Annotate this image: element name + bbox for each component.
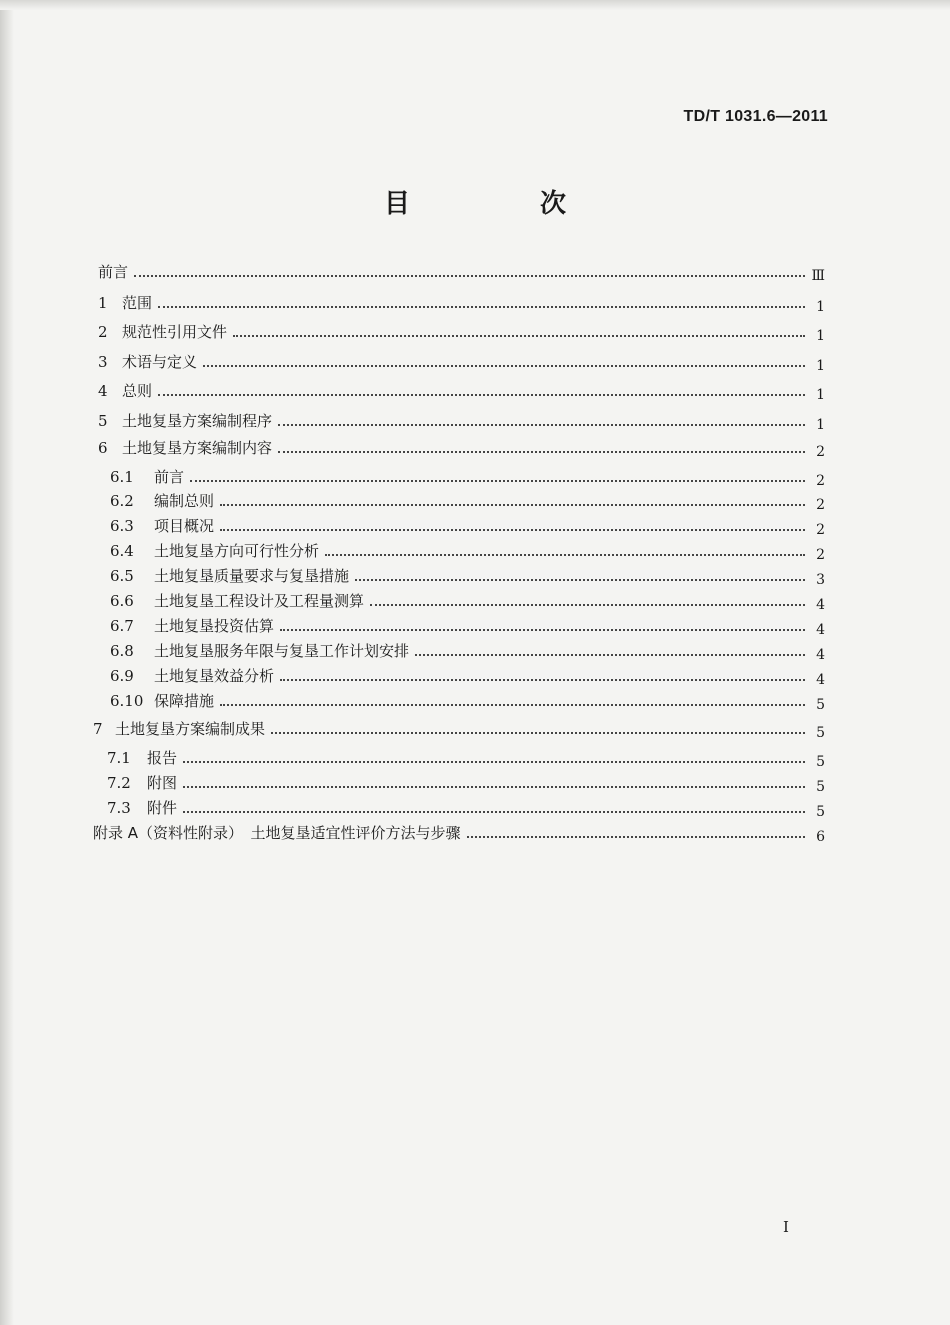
toc-entry-page: 4 bbox=[816, 597, 825, 613]
toc-entry-7-3[interactable] bbox=[107, 798, 825, 818]
toc-leader-dots bbox=[280, 679, 805, 681]
toc-title: 目 次 bbox=[383, 189, 618, 219]
scan-edge-top bbox=[0, 0, 950, 10]
toc-entry-6-2[interactable] bbox=[110, 491, 825, 511]
toc-entry-1[interactable] bbox=[98, 293, 825, 313]
toc-entry-6-10[interactable] bbox=[110, 691, 825, 711]
toc-leader-dots bbox=[467, 836, 805, 838]
toc-leader-dots bbox=[271, 732, 805, 734]
toc-entry-number: 6.9 bbox=[110, 667, 134, 685]
toc-entry-title: 报告 bbox=[147, 749, 178, 767]
toc-entry-title: 土地复垦方案编制内容 bbox=[122, 439, 273, 457]
toc-entry-number: 7.3 bbox=[107, 799, 131, 817]
toc-entry-page: 3 bbox=[816, 572, 825, 588]
toc-entry-5[interactable] bbox=[98, 411, 825, 431]
toc-entry-6-4[interactable] bbox=[110, 541, 825, 561]
toc-leader-dots bbox=[233, 335, 805, 337]
toc-entry-page: 5 bbox=[816, 725, 825, 741]
toc-entry-page: 4 bbox=[816, 622, 825, 638]
toc-entry-page: 1 bbox=[816, 387, 825, 403]
toc-leader-dots bbox=[278, 424, 805, 426]
toc-leader-dots bbox=[134, 275, 805, 277]
toc-leader-dots bbox=[370, 604, 805, 606]
toc-entry-2[interactable] bbox=[98, 322, 825, 342]
toc-entry-title: 项目概况 bbox=[154, 517, 215, 535]
toc-entry-number: 6.8 bbox=[110, 642, 134, 660]
toc-entry-4[interactable] bbox=[98, 381, 825, 401]
toc-entry-page: 1 bbox=[816, 299, 825, 315]
toc-entry-6-6[interactable] bbox=[110, 591, 825, 611]
toc-entry-page: 6 bbox=[816, 829, 825, 845]
toc-entry-title: 附录 A（资料性附录） 土地复垦适宜性评价方法与步骤 bbox=[93, 824, 461, 842]
toc-entry-title: 术语与定义 bbox=[122, 353, 198, 371]
toc-entry-page: 4 bbox=[816, 647, 825, 663]
toc-entry-6[interactable] bbox=[98, 438, 825, 458]
toc-entry-title: 范围 bbox=[122, 294, 153, 312]
toc-entry-page: 5 bbox=[816, 779, 825, 795]
toc-entry-number: 7.1 bbox=[107, 749, 131, 767]
toc-entry-number: 6.4 bbox=[110, 542, 134, 560]
toc-entry-number: 6.1 bbox=[110, 468, 134, 486]
toc-leader-dots bbox=[278, 451, 805, 453]
toc-entry-page: 1 bbox=[816, 358, 825, 374]
toc-leader-dots bbox=[183, 761, 805, 763]
toc-entry-number: 6.6 bbox=[110, 592, 134, 610]
toc-entry-number: 1 bbox=[98, 294, 108, 312]
toc-entry-page: 2 bbox=[816, 547, 825, 563]
toc-entry-7-2[interactable] bbox=[107, 773, 825, 793]
toc-entry-page: 1 bbox=[816, 417, 825, 433]
toc-entry-page: 2 bbox=[816, 522, 825, 538]
toc-entry-6-8[interactable] bbox=[110, 641, 825, 661]
toc-entry-number: 6.5 bbox=[110, 567, 134, 585]
toc-entry-page: 5 bbox=[816, 804, 825, 820]
toc-entry-number: 7 bbox=[93, 720, 103, 738]
toc-entry-title: 土地复垦质量要求与复垦措施 bbox=[154, 567, 350, 585]
toc-entry-page: 4 bbox=[816, 672, 825, 688]
toc-entry-title: 前言 bbox=[98, 263, 129, 281]
toc-entry-title: 土地复垦服务年限与复垦工作计划安排 bbox=[154, 642, 410, 660]
toc-entry-6-3[interactable] bbox=[110, 516, 825, 536]
toc-entry-title: 土地复垦方案编制程序 bbox=[122, 412, 273, 430]
toc-entry-preface[interactable] bbox=[98, 262, 825, 282]
toc-entry-page: 1 bbox=[816, 328, 825, 344]
toc-entry-6-5[interactable] bbox=[110, 566, 825, 586]
toc-leader-dots bbox=[220, 529, 805, 531]
toc-entry-number: 6.7 bbox=[110, 617, 134, 635]
toc-entry-page: 5 bbox=[816, 754, 825, 770]
page-number: I bbox=[783, 1218, 789, 1236]
toc-entry-number: 7.2 bbox=[107, 774, 131, 792]
toc-entry-6-1[interactable] bbox=[110, 467, 825, 487]
standard-code: TD/T 1031.6—2011 bbox=[683, 108, 828, 125]
toc-entry-page: 5 bbox=[816, 697, 825, 713]
toc-entry-page: Ⅲ bbox=[811, 268, 825, 284]
toc-leader-dots bbox=[220, 504, 805, 506]
toc-entry-title: 土地复垦效益分析 bbox=[154, 667, 275, 685]
toc-entry-title: 前言 bbox=[154, 468, 185, 486]
toc-entry-number: 6.3 bbox=[110, 517, 134, 535]
toc-entry-page: 2 bbox=[816, 473, 825, 489]
toc-entry-number: 6.2 bbox=[110, 492, 134, 510]
toc-leader-dots bbox=[183, 811, 805, 813]
toc-entry-6-9[interactable] bbox=[110, 666, 825, 686]
toc-entry-title: 土地复垦工程设计及工程量测算 bbox=[154, 592, 365, 610]
toc-entry-3[interactable] bbox=[98, 352, 825, 372]
toc-leader-dots bbox=[325, 554, 805, 556]
toc-entry-title: 总则 bbox=[122, 382, 153, 400]
toc-entry-number: 3 bbox=[98, 353, 108, 371]
toc-entry-title: 土地复垦方向可行性分析 bbox=[154, 542, 320, 560]
toc-entry-title: 保障措施 bbox=[154, 692, 215, 710]
toc-entry-title: 规范性引用文件 bbox=[122, 323, 228, 341]
toc-entry-number: 2 bbox=[98, 323, 108, 341]
toc-entry-number: 6 bbox=[98, 439, 108, 457]
toc-entry-page: 2 bbox=[816, 444, 825, 460]
toc-entry-title: 附图 bbox=[147, 774, 178, 792]
toc-entry-7[interactable] bbox=[93, 719, 825, 739]
toc-entry-title: 附件 bbox=[147, 799, 178, 817]
toc-entry-6-7[interactable] bbox=[110, 616, 825, 636]
toc-leader-dots bbox=[158, 306, 805, 308]
toc-leader-dots bbox=[220, 704, 805, 706]
toc-entry-appendix-a[interactable] bbox=[93, 823, 825, 843]
toc-entry-number: 4 bbox=[98, 382, 108, 400]
toc-entry-title: 土地复垦方案编制成果 bbox=[115, 720, 266, 738]
toc-leader-dots bbox=[280, 629, 805, 631]
toc-leader-dots bbox=[190, 480, 805, 482]
toc-leader-dots bbox=[183, 786, 805, 788]
toc-entry-title: 编制总则 bbox=[154, 492, 215, 510]
toc-leader-dots bbox=[415, 654, 805, 656]
toc-entry-title: 土地复垦投资估算 bbox=[154, 617, 275, 635]
toc-entry-number: 5 bbox=[98, 412, 108, 430]
toc-leader-dots bbox=[203, 365, 805, 367]
toc-leader-dots bbox=[355, 579, 805, 581]
toc-entry-7-1[interactable] bbox=[107, 748, 825, 768]
toc-entry-page: 2 bbox=[816, 497, 825, 513]
toc-entry-number: 6.10 bbox=[110, 692, 144, 710]
toc-leader-dots bbox=[158, 394, 805, 396]
